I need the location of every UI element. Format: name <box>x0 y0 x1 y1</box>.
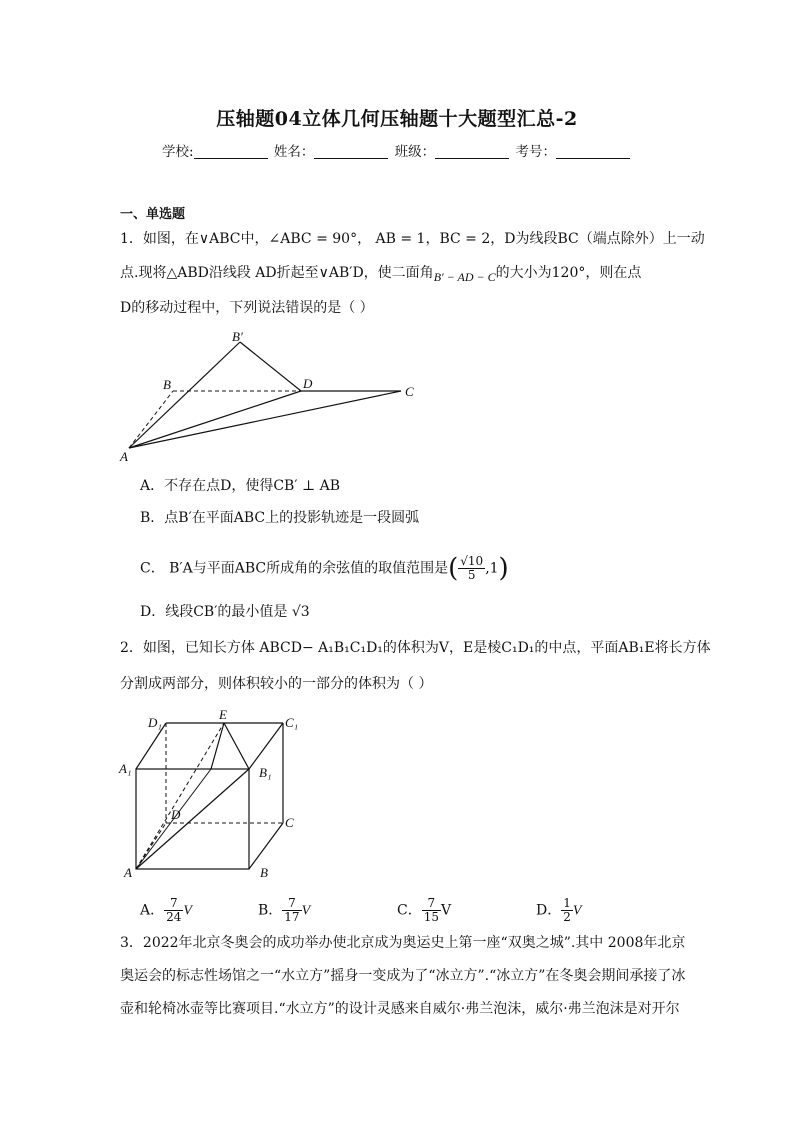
q1-option-d: D．线段CB′的最小值是 √3 <box>140 604 310 620</box>
q2-label-E: E <box>219 707 227 722</box>
q3-line2: 奥运会的标志性场馆之一“水立方”摇身一变成为了“冰立方”.“冰立方”在冬奥会期间承接了冰 <box>120 968 686 984</box>
q2-option-a <box>140 897 192 924</box>
q2-option-d-den: 2 <box>563 910 571 924</box>
q1-option-c-text: C． B′A与平面ABC所成角的余弦值的取值范围是 <box>140 560 449 577</box>
q1-option-c-upper: ,1 <box>485 560 499 577</box>
student-info-line <box>0 140 794 160</box>
q1-line2-part1: 点.现将△ABD沿线段 AD折起至∨AB′D，使二面角 <box>120 265 434 281</box>
q1-label-B1: B′ <box>232 330 243 344</box>
q1-option-c-lparen: ( <box>448 553 459 584</box>
q2-label-D1: D₁ <box>148 715 162 730</box>
q2-option-b-suffix: V <box>301 903 311 919</box>
q1-option-c-fraction <box>458 555 485 582</box>
q2-label-B: B <box>260 865 268 880</box>
name-label: 姓名： <box>273 144 315 160</box>
q1-edge-AD <box>129 391 301 448</box>
q2-figure <box>115 705 310 885</box>
q3-line3: 壶和轮椅冰壶等比赛项目.“水立方”的设计灵感来自威尔·弗兰泡沫，威尔·弗兰泡沫是对开尔 <box>120 1001 680 1017</box>
name-blank <box>314 144 388 159</box>
q2-option-d <box>536 897 581 924</box>
q2-option-d-num: 1 <box>563 896 571 910</box>
page-title: 压轴题04立体几何压轴题十大题型汇总-2 <box>216 108 578 130</box>
q1-dihedral-angle: B′ − AD − C <box>433 270 496 284</box>
q2-option-d-suffix: V <box>572 903 582 919</box>
q1-edge-AB-dashed <box>129 391 173 448</box>
q2-label-B1: B₁ <box>259 765 272 780</box>
q1-option-c-rparen: ) <box>498 553 509 584</box>
q2-option-a-suffix: V <box>183 903 192 919</box>
q1-line2-part3: 的大小为120°，则在点 <box>495 265 642 281</box>
q2-option-a-den: 24 <box>166 910 182 924</box>
q2-line2: 分割成两部分，则体积较小的一部分的体积为（ ） <box>120 676 433 692</box>
q1-line1: 1．如图，在∨ABC中，∠ABC = 90°， AB = 1，BC = 2，D为线段BC（端点除外）上一动 <box>120 231 705 247</box>
q2-option-c-label: C． <box>397 902 422 919</box>
q1-label-A: A <box>120 449 128 464</box>
q1-option-b: B．点B′在平面ABC上的投影轨迹是一段圆弧 <box>140 510 420 526</box>
q2-option-d-fraction <box>561 897 573 924</box>
class-blank <box>435 144 509 159</box>
q2-option-b-label: B． <box>258 902 283 919</box>
q1-label-C: C <box>405 384 414 399</box>
q1-label-D: D <box>303 376 313 391</box>
q2-option-c-fraction <box>422 897 441 924</box>
q2-label-A1: A₁ <box>119 761 132 776</box>
q1-option-c-denominator: 5 <box>467 568 476 582</box>
q2-label-D: D <box>171 807 181 822</box>
q1-option-c <box>140 555 509 582</box>
class-label: 班级： <box>394 144 436 160</box>
q2-edge-AE-dashed <box>136 723 224 869</box>
q1-line2 <box>120 263 641 287</box>
q1-edge-AB1 <box>129 342 240 448</box>
q2-option-c <box>397 897 451 924</box>
q2-line1: 2．如图，已知长方体 ABCD− A₁B₁C₁D₁的体积为V，E是棱C₁D₁的中点，平面AB₁E将长方体 <box>120 640 711 656</box>
q2-edge-EB1 <box>224 723 249 769</box>
q1-label-B: B <box>163 377 171 392</box>
school-blank <box>194 144 268 159</box>
q3-line1: 3．2022年北京冬奥会的成功举办使北京成为奥运史上第一座“双奥之城”.其中 2008年北京 <box>120 935 686 951</box>
exam-no-blank <box>556 144 630 159</box>
q1-line3: D的移动过程中，下列说法错误的是（ ） <box>120 300 374 316</box>
q2-option-c-den: 15 <box>423 910 439 924</box>
q1-option-a: A．不存在点D，使得CB′ ⊥ AB <box>140 478 340 494</box>
q1-edge-AC <box>129 391 401 448</box>
q2-edge-C1B1 <box>249 723 283 769</box>
q2-option-b <box>258 897 310 924</box>
q1-option-c-numerator: √10 <box>460 554 484 568</box>
q2-edge-CB <box>249 823 283 869</box>
school-label: 学校: <box>162 144 194 160</box>
q2-option-a-fraction <box>164 897 183 924</box>
q2-option-c-suffix: V <box>441 902 452 919</box>
q2-option-b-num: 7 <box>282 897 301 911</box>
q2-edge-AB1 <box>136 769 249 869</box>
q1-edge-B1D <box>240 342 301 391</box>
q2-option-d-label: D． <box>536 902 562 919</box>
q1-figure <box>115 330 425 465</box>
q2-label-C1: C₁ <box>285 715 299 730</box>
q2-option-b-fraction <box>282 897 301 924</box>
q2-edge-E-down <box>211 723 224 769</box>
exam-no-label: 考号： <box>515 144 556 160</box>
q2-label-C: C <box>285 815 294 830</box>
q2-option-c-num: 7 <box>422 897 441 911</box>
q2-option-a-num: 7 <box>164 897 183 911</box>
q2-label-A: A <box>124 865 132 880</box>
section-heading: 一、单选题 <box>120 207 186 222</box>
q2-option-a-label: A． <box>140 902 165 919</box>
q2-option-b-den: 17 <box>284 910 300 924</box>
